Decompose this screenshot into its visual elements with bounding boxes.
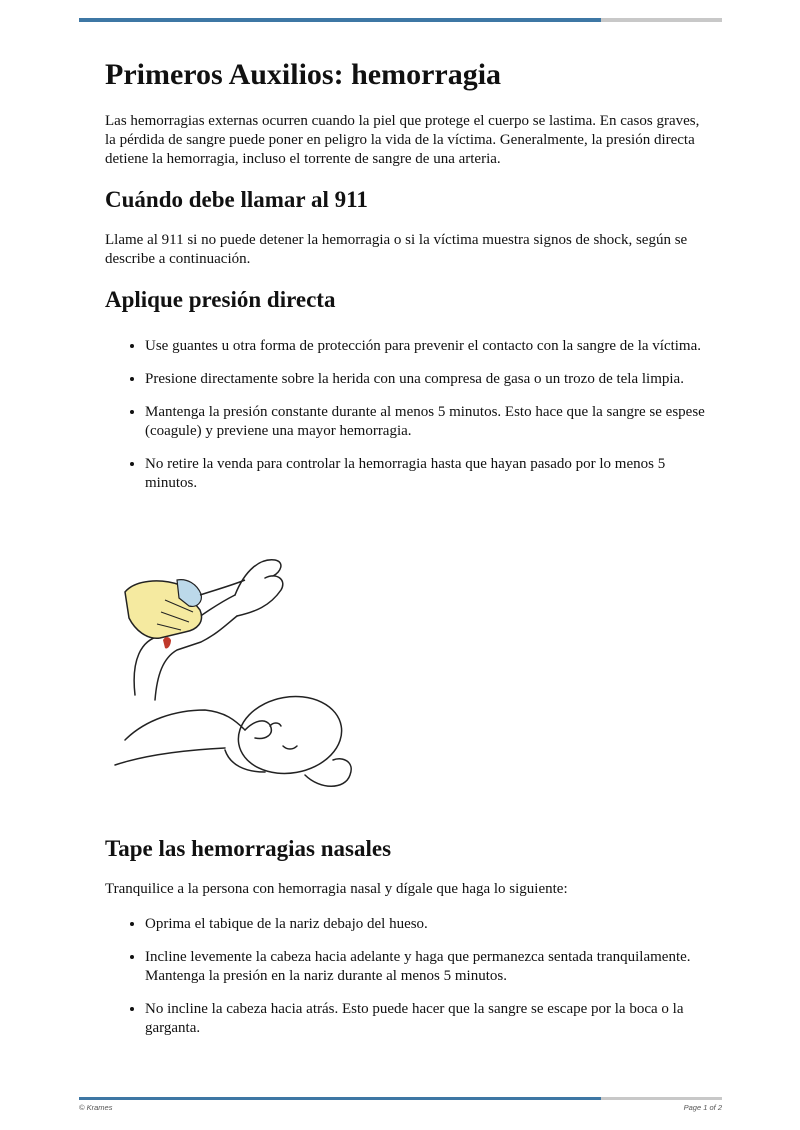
footer-page-number: Page 1 of 2 [683, 1103, 722, 1112]
first-aid-illustration [105, 550, 365, 815]
pressure-list [105, 337, 705, 493]
heading-direct-pressure: Aplique presión directa [105, 287, 336, 312]
footer-copyright: © Krames [79, 1103, 113, 1112]
footer-rule [79, 1097, 722, 1100]
blood-mark [163, 637, 171, 649]
footer-rule-accent [79, 1097, 601, 1100]
page-title: Primeros Auxilios: hemorragia [105, 58, 502, 91]
list-item: • Mantenga la presión constante durante al menos 5 minutos. Esto hace que la sangre se espese (coagule) y previene una mayor hemorragia. [145, 403, 705, 441]
list-item: • Presione directamente sobre la herida con una compresa de gasa o un trozo de tela limpia. [145, 370, 705, 389]
heading-nasal-bleeding: Tape las hemorragias nasales [105, 836, 392, 861]
header-rule-accent [79, 18, 601, 22]
pressure-illustration [105, 550, 365, 815]
victim-hand [235, 560, 283, 616]
list-item: • Incline levemente la cabeza hacia adelante y haga que permanezca sentada tranquilamente. Mantenga la presión en la nariz durante al menos 5 minutos. [145, 948, 705, 986]
section-nasal [105, 834, 705, 1052]
list-item: • No retire la venda para controlar la hemorragia hasta que hayan pasado por lo menos 5 minutos. [145, 455, 705, 493]
heading-call-911: Cuándo debe llamar al 911 [105, 187, 368, 212]
main-content [105, 56, 705, 507]
intro-paragraph: Las hemorragias externas ocurren cuando la piel que protege el cuerpo se lastima. En casos graves, la pérdida de sangre puede poner en peligro la vida de la víctima. Generalmente, la presión directa detiene la hemorragia, incluso el torrente de sangre de una arteria. [105, 113, 700, 167]
list-item: • Oprima el tabique de la nariz debajo del hueso. [145, 915, 705, 934]
call-911-paragraph: Llame al 911 si no puede detener la hemorragia o si la víctima muestra signos de shock, según se describe a continuación. [105, 232, 688, 267]
list-item: • No incline la cabeza hacia atrás. Esto puede hacer que la sangre se escape por la boca o la garganta. [145, 1000, 705, 1038]
list-item: • Use guantes u otra forma de protección para prevenir el contacto con la sangre de la víctima. [145, 337, 705, 356]
header-rule [79, 18, 722, 22]
nasal-list [105, 915, 705, 1038]
victim-head [232, 689, 348, 782]
nasal-intro: Tranquilice a la persona con hemorragia nasal y dígale que haga lo siguiente: [105, 881, 568, 897]
